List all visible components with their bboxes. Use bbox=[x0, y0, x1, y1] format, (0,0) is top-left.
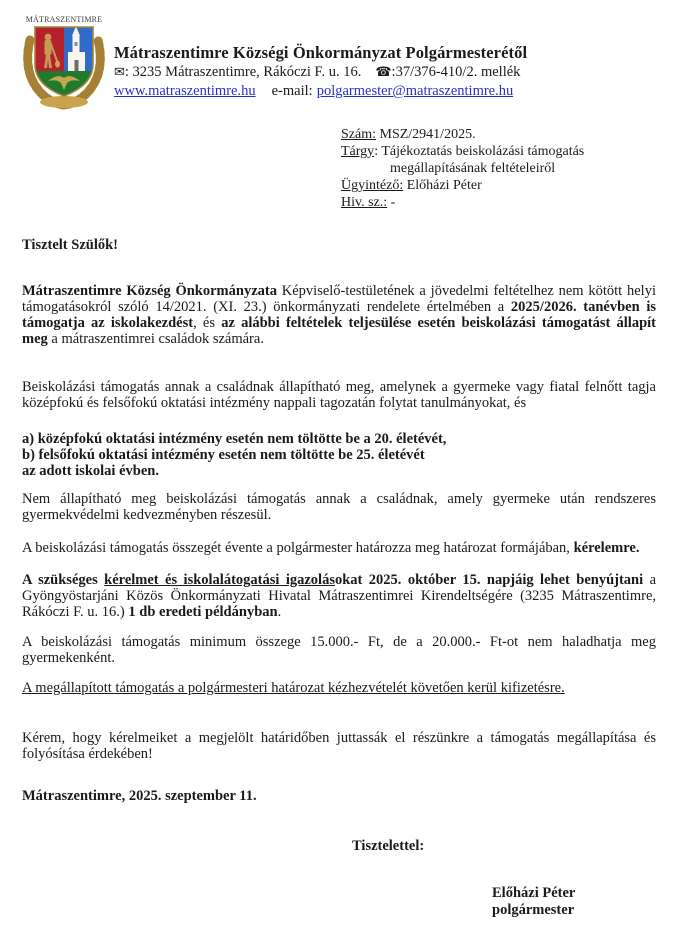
subject-row bbox=[341, 143, 656, 160]
condition-line-c: az adott iskolai évben. bbox=[22, 463, 159, 479]
reference-number-row bbox=[341, 126, 656, 143]
phone-icon: ☎ bbox=[375, 65, 392, 80]
letterhead-text bbox=[108, 10, 527, 117]
paragraph-eligibility: Beiskolázási támogatás annak a családnak állapítható meg, amelynek a gyermeke vagy fiatal felnőtt tagja középfokú és felsőfokú oktatási intézmény nappali tagozatán folytat tanulmányokat, és bbox=[22, 379, 656, 411]
website-link[interactable]: www.matraszentimre.hu bbox=[114, 83, 256, 99]
salutation: Tisztelt Szülők! bbox=[22, 237, 118, 253]
conditions-list bbox=[22, 431, 656, 479]
paragraph-amount-decision: A beiskolázási támogatás összegét évente a polgármester határozza meg határozat formájában, kérelemre. bbox=[22, 540, 640, 556]
clerk-value: Előházi Péter bbox=[406, 178, 482, 193]
reference-to-label: Hiv. sz.: bbox=[341, 195, 388, 210]
links-line bbox=[114, 82, 527, 101]
paragraph-intro: Mátraszentimre Község Önkormányzata Képviselő-testületének a jövedelmi feltételhez nem kötött helyi támogatásokról szóló 14/2021. (XI. 23.) önkormányzati rendelete értelmében a 2025/2026. tanévben is támogatja az iskolakezdést, és az alábbi feltételek teljesülése esetén beiskolázási támogatást állapít meg a mátraszentimrei családok számára. bbox=[22, 283, 656, 347]
subject-label: Tárgy bbox=[341, 144, 375, 159]
paragraph-exclusion: Nem állapítható meg beiskolázási támogatás annak a családnak, amely gyermeke után rendszeres gyermekvédelmi kedvezményben részesül. bbox=[22, 491, 656, 523]
paragraph-deadline: A szükséges kérelmet és iskolalátogatási igazolásokat 2025. október 15. napjáig lehet benyújtani a Gyöngyöstarjáni Közös Önkormányzati Hivatal Mátraszentimrei Kirendeltségére (3235 Mátraszentimre, Rákóczi F. u. 16.) 1 db eredeti példányban. bbox=[22, 572, 656, 620]
reference-to-row bbox=[341, 194, 656, 211]
paragraph-payment: A megállapított támogatás a polgármesteri határozat kézhezvételét követően kerül kifizetésre. bbox=[22, 680, 565, 696]
letterhead bbox=[0, 0, 676, 117]
reference-number-value: MSZ/2941/2025. bbox=[379, 127, 476, 142]
coat-of-arms-graphic bbox=[20, 12, 108, 112]
coat-of-arms-label: MÁTRASZENTIMRE bbox=[25, 15, 103, 24]
signer-title: polgármester bbox=[492, 902, 575, 918]
paragraph-request: Kérem, hogy kérelmeiket a megjelölt határidőben juttassák el részünkre a támogatás megállapítása és folyósítása érdekében! bbox=[22, 730, 656, 762]
dateline: Mátraszentimre, 2025. szeptember 11. bbox=[22, 788, 257, 804]
organization-title: Mátraszentimre Községi Önkormányzat Polgármesterétől bbox=[114, 43, 528, 62]
paragraph-amount-range: A beiskolázási támogatás minimum összege 15.000.- Ft, de a 20.000.- Ft-ot nem haladhatja meg gyermekenként. bbox=[22, 634, 656, 666]
closing-salutation: Tisztelettel: bbox=[352, 838, 425, 854]
wreath-base bbox=[40, 96, 88, 108]
clerk-label: Ügyintéző: bbox=[341, 178, 404, 193]
email-link[interactable]: polgarmester@matraszentimre.hu bbox=[316, 83, 514, 99]
coat-of-arms bbox=[20, 12, 108, 117]
email-label: e-mail: bbox=[271, 83, 313, 99]
contact-line bbox=[114, 63, 527, 82]
signer-name: Előházi Péter bbox=[492, 885, 576, 901]
envelope-icon: ✉ bbox=[114, 65, 125, 80]
subject-value: : Tájékoztatás beiskolázási támogatás bbox=[374, 144, 585, 159]
condition-line-a: a) középfokú oktatási intézmény esetén nem töltötte be a 20. életévét, bbox=[22, 431, 447, 447]
reference-to-value: - bbox=[390, 195, 396, 210]
clerk-row bbox=[341, 177, 656, 194]
reference-block bbox=[341, 126, 656, 211]
postal-address: : 3235 Mátraszentimre, Rákóczi F. u. 16. bbox=[124, 64, 362, 80]
letter-content bbox=[0, 126, 676, 919]
phone-number: :37/376-410/2. mellék bbox=[391, 64, 521, 80]
signature-block bbox=[492, 885, 656, 919]
reference-number-label: Szám: bbox=[341, 127, 376, 142]
subject-value-line2: megállapításának feltételeiről bbox=[390, 161, 556, 176]
condition-line-b: b) felsőfokú oktatási intézmény esetén nem töltötte be 25. életévét bbox=[22, 447, 425, 463]
